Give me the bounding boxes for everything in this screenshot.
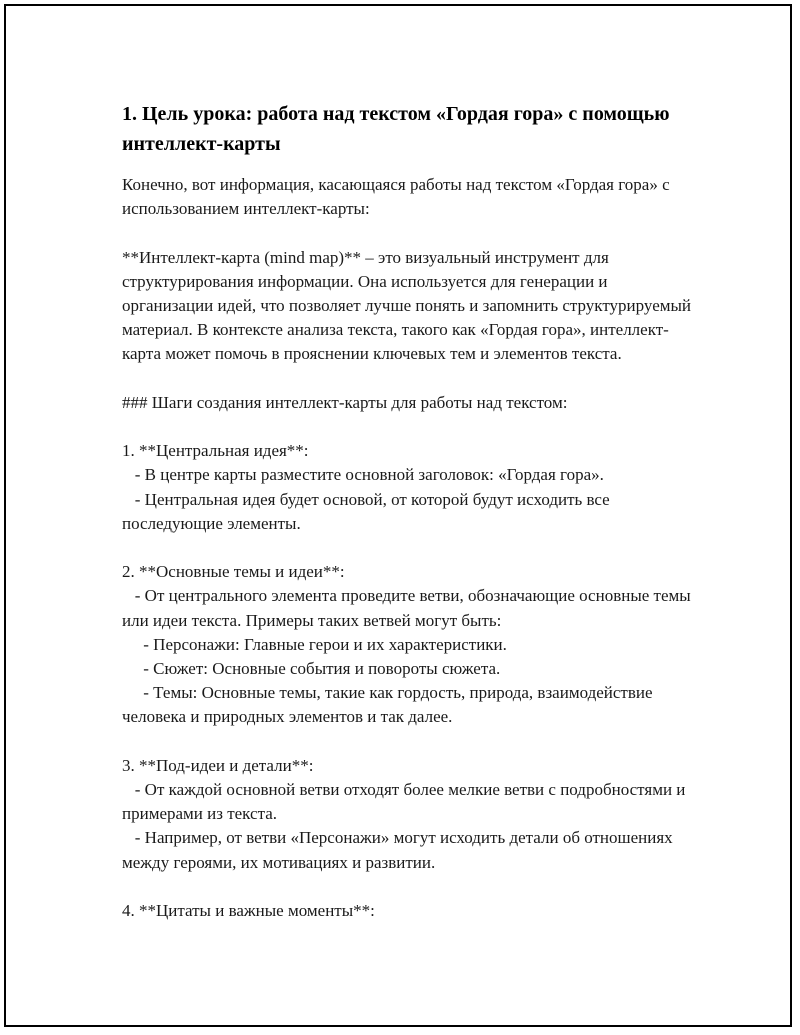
step-2-subitem: - Персонажи: Главные герои и их характеристики. bbox=[122, 634, 507, 654]
document-content bbox=[122, 99, 702, 923]
blank-line bbox=[122, 875, 702, 899]
blank-line bbox=[122, 367, 702, 391]
paragraph-mind-map-definition: **Интеллект-карта (mind map)** – это визуальный инструмент для структурирования информации. Она используется для генерации и организации идей, что позволяет лучше понять и запомнить структурируемый материал. В контексте анализа текста, такого как «Гордая гора», интеллект-карта может помочь в прояснении ключевых тем и элементов текста. bbox=[122, 247, 696, 364]
blank-line bbox=[122, 536, 702, 560]
blank-line bbox=[122, 730, 702, 754]
step-4-title: 4. **Цитаты и важные моменты**: bbox=[122, 901, 375, 920]
step-1-item: - Центральная идея будет основой, от которой будут исходить все последующие элементы. bbox=[122, 489, 614, 533]
section-heading-steps: ### Шаги создания интеллект-карты для работы над текстом: bbox=[122, 392, 568, 412]
step-2-item: - От центрального элемента проведите ветви, обозначающие основные темы или идеи текста. Примеры таких ветвей могут быть: bbox=[122, 586, 695, 630]
step-1-title: 1. **Центральная идея**: bbox=[122, 441, 309, 461]
step-2-title: 2. **Основные темы и идеи**: bbox=[122, 562, 345, 582]
blank-line bbox=[122, 415, 702, 439]
step-2-subitem: - Темы: Основные темы, такие как гордость, природа, взаимодействие человека и природных элементов и так далее. bbox=[122, 683, 657, 727]
step-3-item: - Например, от ветви «Персонажи» могут исходить детали об отношениях между героями, их мотивациях и развитии. bbox=[122, 828, 677, 872]
blank-line bbox=[122, 221, 702, 245]
step-3-title: 3. **Под-идеи и детали**: bbox=[122, 755, 314, 775]
step-3-item: - От каждой основной ветви отходят более мелкие ветви с подробностями и примерами из текста. bbox=[122, 780, 690, 824]
paragraph-intro: Конечно, вот информация, касающаяся работы над текстом «Гордая гора» с использованием интеллект-карты: bbox=[122, 175, 674, 219]
step-2-subitem: - Сюжет: Основные события и повороты сюжета. bbox=[122, 659, 501, 678]
document-page bbox=[4, 4, 792, 1027]
document-title: 1. Цель урока: работа над текстом «Гордая гора» с помощью интеллект-карты bbox=[122, 103, 670, 155]
step-1-item: - В центре карты разместите основной заголовок: «Гордая гора». bbox=[122, 465, 604, 485]
